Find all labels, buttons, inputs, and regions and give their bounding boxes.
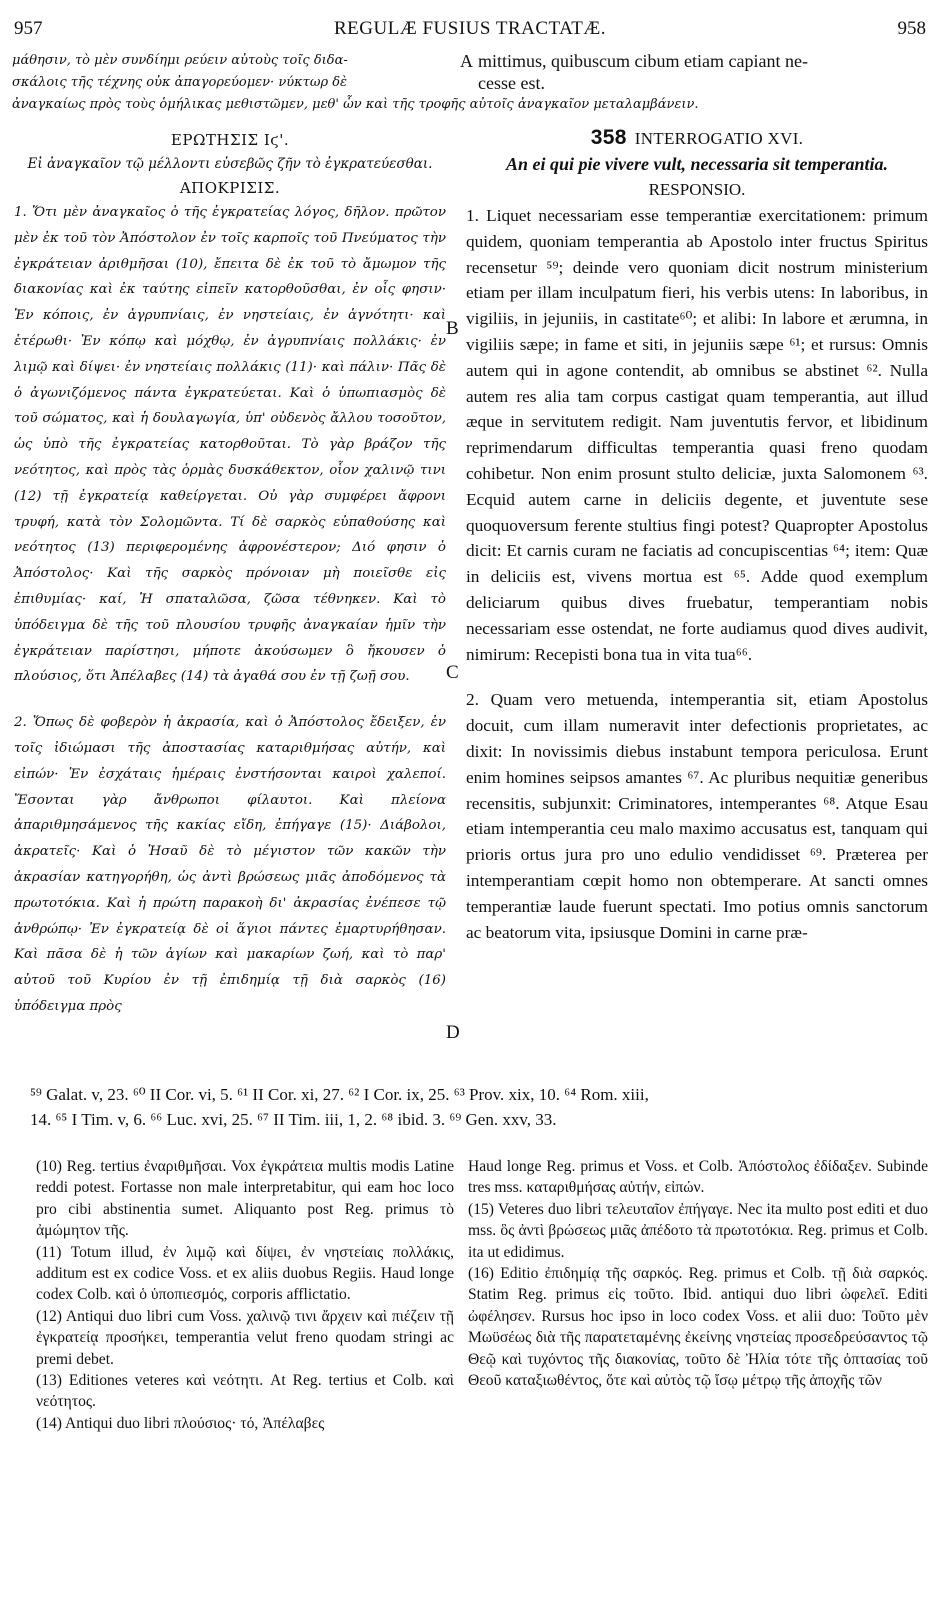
running-title: REGULÆ FUSIUS TRACTATÆ.: [334, 18, 606, 39]
greek-line: ἀναγκαίως πρὸς τοὺς ὁμήλικας μεθιστῶμεν, μεθ' ὧν καὶ τῆς τροφῆς αὐτοῖς ἀναγκαῖον μεταλαμβάνειν.: [12, 97, 699, 112]
page-number-left: 957: [14, 18, 43, 39]
response-heading: RESPONSIO.: [648, 180, 746, 199]
greek-paragraph-1: 1. Ὅτι μὲν ἀναγκαῖος ὁ τῆς ἐγκρατείας λόγος, δῆλον. πρῶτον μὲν ἐκ τοῦ τὸν Ἀπόστολον ἐν τοῖς καρποῖς τοῦ Πνεύματος τὴν ἐγκράτειαν ἀριθμῆσαι (10), ἔπειτα δὲ ἐκ τοῦ τὸ ἄμωμον τῆς διακονίας καὶ ἐκ ταύτης εἰπεῖν κατορθοῦσθαι, ἐν οἷς φησιν· Ἐν κόποις, ἐν ἀγρυπνίαις, ἐν νηστείαις, ἐν ἁγνότητι· καὶ ἑτέρωθι· Ἐν κόπῳ καὶ μόχθῳ, ἐν ἀγρυπνίαις πολλάκις· ἐν λιμῷ καὶ δίψει· ἐν νηστείαις πολλάκις (11)· καὶ πάλιν· Πᾶς δὲ ὁ ἀγωνιζόμενος πάντα ἐγκρατεύεται. Καὶ ὁ ὑπωπιασμὸς δὲ τοῦ σώματος, καὶ ἡ δουλαγωγία, ὑπ' οὐδενὸς ἄλλου τοσοῦτον, ὡς ὑπὸ τῆς ἐγκρατείας κατορθοῦται. Τὸ γὰρ βράζον τῆς νεότητος, καὶ πρὸς τὰς ὁρμὰς δυσκάθεκτον, οἷον χαλινῷ τινι (12) τῇ ἐγκρατείᾳ καθείργεται. Οὐ γὰρ συμφέρει ἄφρονι τρυφή, κατὰ τὸν Σολομῶντα. Τί δὲ σαρκὸς εὐπαθούσης καὶ νεότητος (13) περιφερομένης ἀφρονέστερον; Διό φησιν ὁ Ἀπόστολος· Καὶ τῆς σαρκὸς πρόνοιαν μὴ ποιεῖσθε εἰς ἐπιθυμίας· καί, Ἡ σπαταλῶσα, ζῶσα τέθνηκεν. Καὶ τὸ ὑπόδειγμα δὲ τῆς τοῦ πλουσίου τρυφῆς ἀναγκαίαν ἡμῖν τὴν ἐγκράτειαν παρίστησι, μήποτε ἀκούσωμεν ὃ ἤκουσεν ὁ πλούσιος, ὅτι Ἀπέλαβες (14) τὰ ἀγαθά σου ἐν τῇ ζωῇ σου.: [14, 205, 446, 685]
latin-line: mittimus, quibuscum cibum etiam capiant ne-: [478, 51, 808, 71]
reference-line: 14. ⁶⁵ I Tim. v, 6. ⁶⁶ Luc. xvi, 25. ⁶⁷ II Tim. iii, 1, 2. ⁶⁸ ibid. 3. ⁶⁹ Gen. xxv, 33.: [30, 1110, 557, 1129]
footnote-11: (11) Totum illud, ἐν λιμῷ καὶ δίψει, ἐν νηστείαις πολλάκις, additum est ex codice Voss. et ex aliis duobus Regiis. Haud longe codex Colb. καὶ ὁ ὑποπιεσμός, corporis afflictatio.: [36, 1243, 454, 1304]
margin-marker-b: B: [446, 318, 459, 339]
section-heading: [466, 126, 928, 151]
margin-marker-c: C: [446, 662, 459, 683]
footnotes-left: [36, 1156, 454, 1434]
column-number: 358: [590, 126, 627, 149]
latin-paragraph-1: 1. Liquet necessariam esse temperantiæ exercitationem: primum quidem, quoniam temperantia ab Apostolo inter fructus Spiritus recensetur ⁵⁹; deinde vero quoniam dicit nostrum ministerium etiam per illam inculpatum fieri, his verbis utens: In laboribus, in vigiliis, in jejuniis, in castitate⁶⁰; et alibi: In labore et ærumna, in vigiliis sæpe; in fame et siti, in jejuniis sæpe ⁶¹; et rursus: Omnis autem qui in agone contendit, ab omnibus se abstinet ⁶². Nulla autem res alia tam corpus castigat quam temperantia, aut illud æque in servitutem redigit. Nam juventutis fervor, et libidinum reprimendarum difficultas temperantia quasi freno quodam cohibetur. Non enim prosunt stulto deliciæ, juxta Salomonem ⁶³. Ecquid autem carne in deliciis degente, et juventute sese quoquoversum ferente stultius fingi potest? Quapropter Apostolus dicit: Et carnis curam ne faciatis ad concupiscentias ⁶⁴; item: Quæ in deliciis est, vivens mortua est ⁶⁵. Adde quod exemplum deliciarum quibus dives fruebatur, temperantiam nobis necessariam esse ostendat, ne forte audiamus quod dives audivit, nimirum: Recepisti bona tua in vita tua⁶⁶.: [466, 206, 928, 664]
section-subheading: An ei qui pie vivere vult, necessaria sit temperantia.: [506, 154, 888, 174]
footnote-12: (12) Antiqui duo libri cum Voss. χαλινῷ τινι ἄρχειν καὶ πιέζειν τῇ ἐγκρατείᾳ προσήκει, temperantia velut freno quodam stringi ac premi debet.: [36, 1307, 454, 1368]
greek-paragraph-2: 2. Ὅπως δὲ φοβερὸν ἡ ἀκρασία, καὶ ὁ Ἀπόστολος ἔδειξεν, ἐν τοῖς ἰδιώμασι τῆς ἀποστασίας καταριθμήσας αὐτήν, καὶ εἰπών· Ἐν ἐσχάταις ἡμέραις ἐνστήσονται καιροὶ χαλεποί. Ἔσονται γὰρ ἄνθρωποι φίλαυτοι. Καὶ πλείονα ἀπαριθμησάμενος τῆς κακίας εἴδη, ἐπήγαγε (15)· Διάβολοι, ἀκρατεῖς· Καὶ ὁ Ἠσαῦ δὲ τὸ μέγιστον τῶν κακῶν τὴν ἀκρασίαν κατηγορήθη, ὡς ἀντὶ βρώσεως μιᾶς ἀποδόμενος τὰ πρωτοτόκια. Καὶ ἡ πρώτη παρακοὴ δι' ἀκρασίας ἐνέπεσε τῷ ἀνθρώπῳ· Ἐν ἐγκρατείᾳ δὲ οἱ ἅγιοι πάντες ἐμαρτυρήθησαν. Καὶ πᾶσα δὲ ἡ τῶν ἁγίων καὶ μακαρίων ζωή, καὶ τὸ παρ' αὐτοῦ τοῦ Κυρίου ἐν τῇ ἐπιδημίᾳ τῇ διὰ σαρκὸς (16) ὑπόδειγμα πρὸς: [14, 715, 446, 1014]
continued-text: [12, 50, 928, 116]
section-heading: ΕΡΩΤΗΣΙΣ Ιϛ'.: [170, 131, 290, 149]
greek-column: [14, 128, 446, 1020]
scripture-references: [30, 1082, 930, 1132]
greek-line: μάθησιν, τὸ μὲν συνδίημι ρεύειν αὐτοὺς τοῖς διδα-: [12, 53, 348, 68]
response-heading: ΑΠΟΚΡΙΣΙΣ.: [179, 179, 281, 197]
section-subheading: Εἰ ἀναγκαῖον τῷ μέλλοντι εὐσεβῶς ζῆν τὸ ἐγκρατεύεσθαι.: [27, 156, 433, 172]
margin-marker-a: A: [460, 51, 473, 71]
reference-line: ⁵⁹ Galat. v, 23. ⁶⁰ II Cor. vi, 5. ⁶¹ II Cor. xi, 27. ⁶² I Cor. ix, 25. ⁶³ Prov. xix, 10. ⁶⁴ Rom. xiii,: [30, 1085, 649, 1104]
heading-text: INTERROGATIO XVI.: [634, 129, 804, 148]
footnote-10: (10) Reg. tertius ἐναριθμῆσαι. Vox ἐγκράτεια multis modis Latine reddi potest. Fortasse non male interpretabitur, qui eam hoc loco pro cibi abstinentia sumet. Aliquanto post Reg. primus τὸ ἀμώμητον τῆς.: [36, 1158, 454, 1240]
latin-paragraph-2: 2. Quam vero metuenda, intemperantia sit, etiam Apostolus docuit, cum illam numeravit inter defectionis proprietates, ac dixit: In novissimis diebus instabunt tempora periculosa. Erunt enim homines seipsos amantes ⁶⁷. Ac pluribus nequitiæ generibus recensitis, subjunxit: Criminatores, intemperantes ⁶⁸. Atque Esau etiam intemperantia ceu malo maximo accusatus est, tanquam qui prioris ortus jura pro uno edulio vendidisset ⁶⁹. Præterea per intemperantiam cœpit homo non obtemperare. At sancti omnes temperantiæ laude fuerunt spectati. Imo potius omnis sanctorum ac beatorum vita, ipsiusque Domini in carne præ-: [466, 690, 928, 942]
footnote-13: (13) Editiones veteres καὶ νεότητι. At Reg. tertius et Colb. καὶ νεότητος.: [36, 1372, 454, 1411]
running-header: [14, 18, 926, 42]
latin-column: [466, 126, 928, 945]
footnote-14: (14) Antiqui duo libri πλούσιος· τό, Ἀπέλαβες: [36, 1414, 325, 1432]
latin-line: cesse est.: [478, 73, 545, 93]
page-number-right: 958: [897, 18, 926, 39]
footnotes-right: [468, 1156, 928, 1391]
footnote-14-continued: Haud longe Reg. primus et Voss. et Colb. Ἀπόστολος ἐδίδαξεν. Subinde tres mss. καταριθμήσας αὐτήν, εἰπών.: [468, 1158, 928, 1197]
greek-line: σκάλοις τῆς τέχνης οὐκ ἀπαγορεύομεν· νύκτωρ δὲ: [12, 75, 348, 90]
footnote-15: (15) Veteres duo libri τελευταῖον ἐπήγαγε. Nec ita multo post editi et duo mss. ὃς ἀντὶ βρώσεως μιᾶς ἀπέδοτο τὰ πρωτοτόκια. Reg. primus et Colb. ita ut edidimus.: [468, 1200, 928, 1261]
margin-marker-d: D: [446, 1022, 460, 1043]
footnote-16: (16) Editio ἐπιδημίᾳ τῆς σαρκός. Reg. primus et Colb. τῇ διὰ σαρκός. Statim Reg. primus εἰς τοῦτο. Ibid. antiqui duo libri ὠφελεῖ. Editi ὠφέλησεν. Rursus hoc ipso in loco codex Voss. et alii duo: Τοῦτο μὲν Μωϋσέως διὰ τῆς παρατεταμένης ἐκείνης νηστείας προσεδρεύσαντος τῷ Θεῷ καὶ τυχόντος τῆς διακονίας, τοῦτο δὲ Ἠλία τότε τῆς ὀπτασίας τοῦ Θεοῦ καταξιωθέντος, ὅτε καὶ αὐτὸς τῷ ἴσῳ μέτρῳ τῆς ἀποχῆς τῶν: [468, 1265, 928, 1390]
